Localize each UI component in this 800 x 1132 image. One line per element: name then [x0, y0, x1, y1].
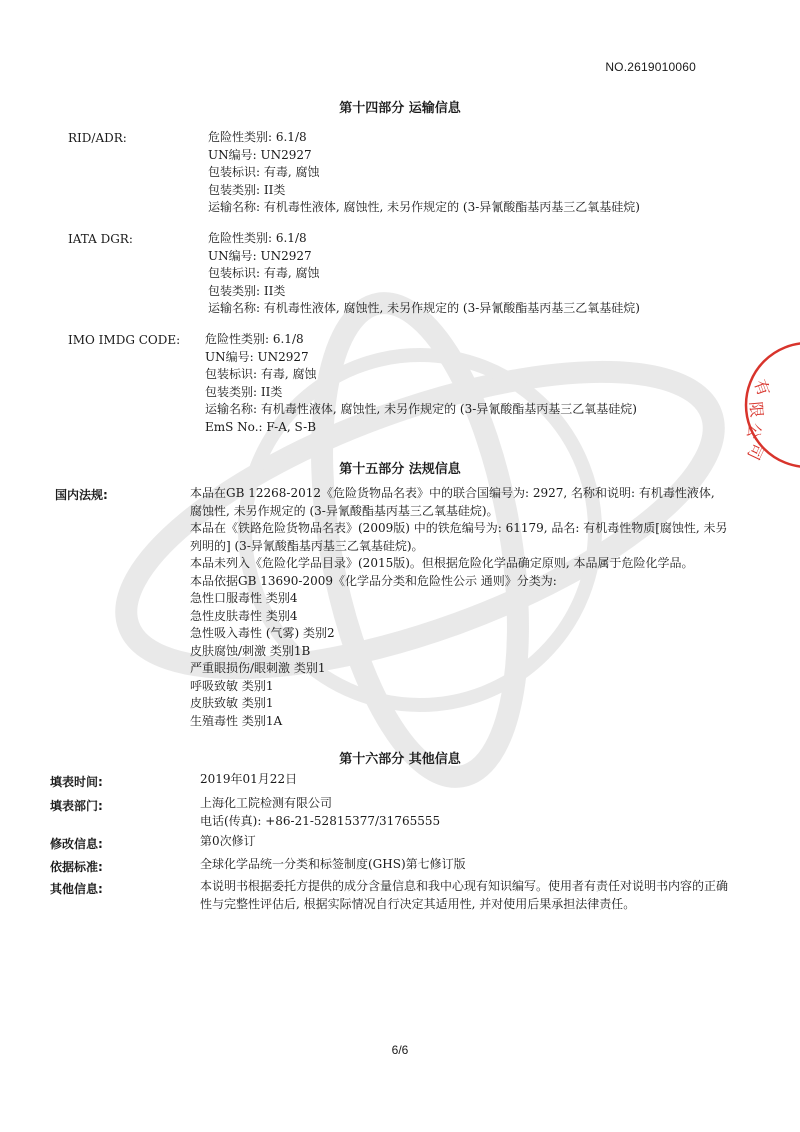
regulation-paragraph: 本品在GB 12268-2012《危险货物品名表》中的联合国编号为: 2927, 名称和说明: 有机毒性液体, 腐蚀性, 未另作规定的 (3-异氰酸酯基丙基三乙氧基硅烷)。	[190, 486, 715, 518]
department-name: 上海化工院检测有限公司	[200, 796, 333, 810]
standard-label: 依据标准:	[50, 860, 103, 874]
rid-adr-block	[208, 129, 640, 217]
transport-line: UN编号: UN2927	[205, 349, 309, 364]
department-label: 填表部门:	[50, 799, 103, 813]
standard-value: 全球化学品统一分类和标签制度(GHS)第七修订版	[200, 857, 466, 871]
domestic-regulations-label: 国内法规:	[55, 488, 108, 502]
transport-line: 运输名称: 有机毒性液体, 腐蚀性, 未另作规定的 (3-异氰酸酯基丙基三乙氧基硅烷)	[205, 402, 637, 416]
transport-line: 包装标识: 有毒, 腐蚀	[208, 266, 320, 280]
transport-line: 危险性类别: 6.1/8	[205, 332, 304, 346]
regulations-body	[190, 485, 730, 730]
transport-line: UN编号: UN2927	[208, 147, 312, 162]
svg-text:有: 有	[750, 376, 774, 399]
regulation-paragraph: 本品依据GB 13690-2009《化学品分类和危险性公示 通则》分类为:	[190, 573, 557, 588]
transport-line: UN编号: UN2927	[208, 248, 312, 263]
iata-dgr-label: IATA DGR:	[68, 232, 133, 246]
classification-item: 呼吸致敏 类别1	[190, 678, 274, 693]
classification-item: 急性口服毒性 类别4	[190, 591, 298, 605]
classification-item: 生殖毒性 类别1A	[190, 713, 283, 728]
classification-item: 皮肤致敏 类别1	[190, 696, 274, 710]
iata-dgr-block	[208, 230, 640, 318]
rid-adr-label: RID/ADR:	[68, 131, 127, 145]
svg-text:限: 限	[746, 400, 767, 419]
transport-line: 包装标识: 有毒, 腐蚀	[208, 165, 320, 179]
department-phone: 电话(传真): +86-21-52815377/31765555	[200, 813, 441, 828]
section16-title: 第十六部分 其他信息	[339, 752, 461, 767]
classification-item: 严重眼损伤/眼刺激 类别1	[190, 661, 326, 675]
transport-line: 包装类别: II类	[205, 384, 283, 399]
transport-line: 运输名称: 有机毒性液体, 腐蚀性, 未另作规定的 (3-异氰酸酯基丙基三乙氧基硅烷)	[208, 301, 640, 315]
transport-line: 包装类别: II类	[208, 182, 286, 197]
section14-title: 第十四部分 运输信息	[339, 101, 461, 116]
imo-imdg-label: IMO IMDG CODE:	[68, 333, 181, 347]
classification-item: 皮肤腐蚀/刺激 类别1B	[190, 643, 311, 658]
regulation-paragraph: 本品未列入《危险化学品目录》(2015版)。但根据危险化学品确定原则, 本品属于危险化学品。	[190, 556, 694, 570]
transport-line: 危险性类别: 6.1/8	[208, 231, 307, 245]
revision-value: 第0次修订	[200, 834, 256, 848]
other-info-label: 其他信息:	[50, 882, 103, 896]
classification-item: 急性皮肤毒性 类别4	[190, 608, 298, 623]
document-number: NO.2619010060	[605, 60, 696, 74]
transport-line: 包装类别: II类	[208, 283, 286, 298]
fill-date-label: 填表时间:	[50, 775, 103, 789]
transport-line: 危险性类别: 6.1/8	[208, 130, 307, 144]
page-number: 6/6	[391, 1043, 409, 1057]
svg-text:公: 公	[743, 421, 765, 441]
section15-title: 第十五部分 法规信息	[339, 462, 461, 477]
transport-line: 运输名称: 有机毒性液体, 腐蚀性, 未另作规定的 (3-异氰酸酯基丙基三乙氧基硅烷)	[208, 200, 640, 214]
classification-item: 急性吸入毒性 (气雾) 类别2	[190, 626, 335, 640]
fill-date-value: 2019年01月22日	[200, 772, 298, 786]
transport-line: EmS No.: F-A, S-B	[205, 419, 317, 434]
revision-label: 修改信息:	[50, 837, 103, 851]
department-block	[200, 795, 440, 830]
regulation-paragraph: 本品在《铁路危险货物品名表》(2009版) 中的铁危编号为: 61179, 品名: 有机毒性物质[腐蚀性, 未另列明的] (3-异氰酸酯基丙基三乙氧基硅烷)。	[190, 521, 728, 553]
other-info-value: 本说明书根据委托方提供的成分含量信息和我中心现有知识编写。使用者有责任对说明书内容的正确性与完整性评估后, 根据实际情况自行决定其适用性, 并对使用后果承担法律责任。	[200, 879, 729, 911]
company-seal-stamp	[730, 340, 800, 470]
imo-imdg-block	[205, 331, 637, 436]
transport-line: 包装标识: 有毒, 腐蚀	[205, 367, 317, 381]
svg-text:司: 司	[743, 440, 768, 463]
